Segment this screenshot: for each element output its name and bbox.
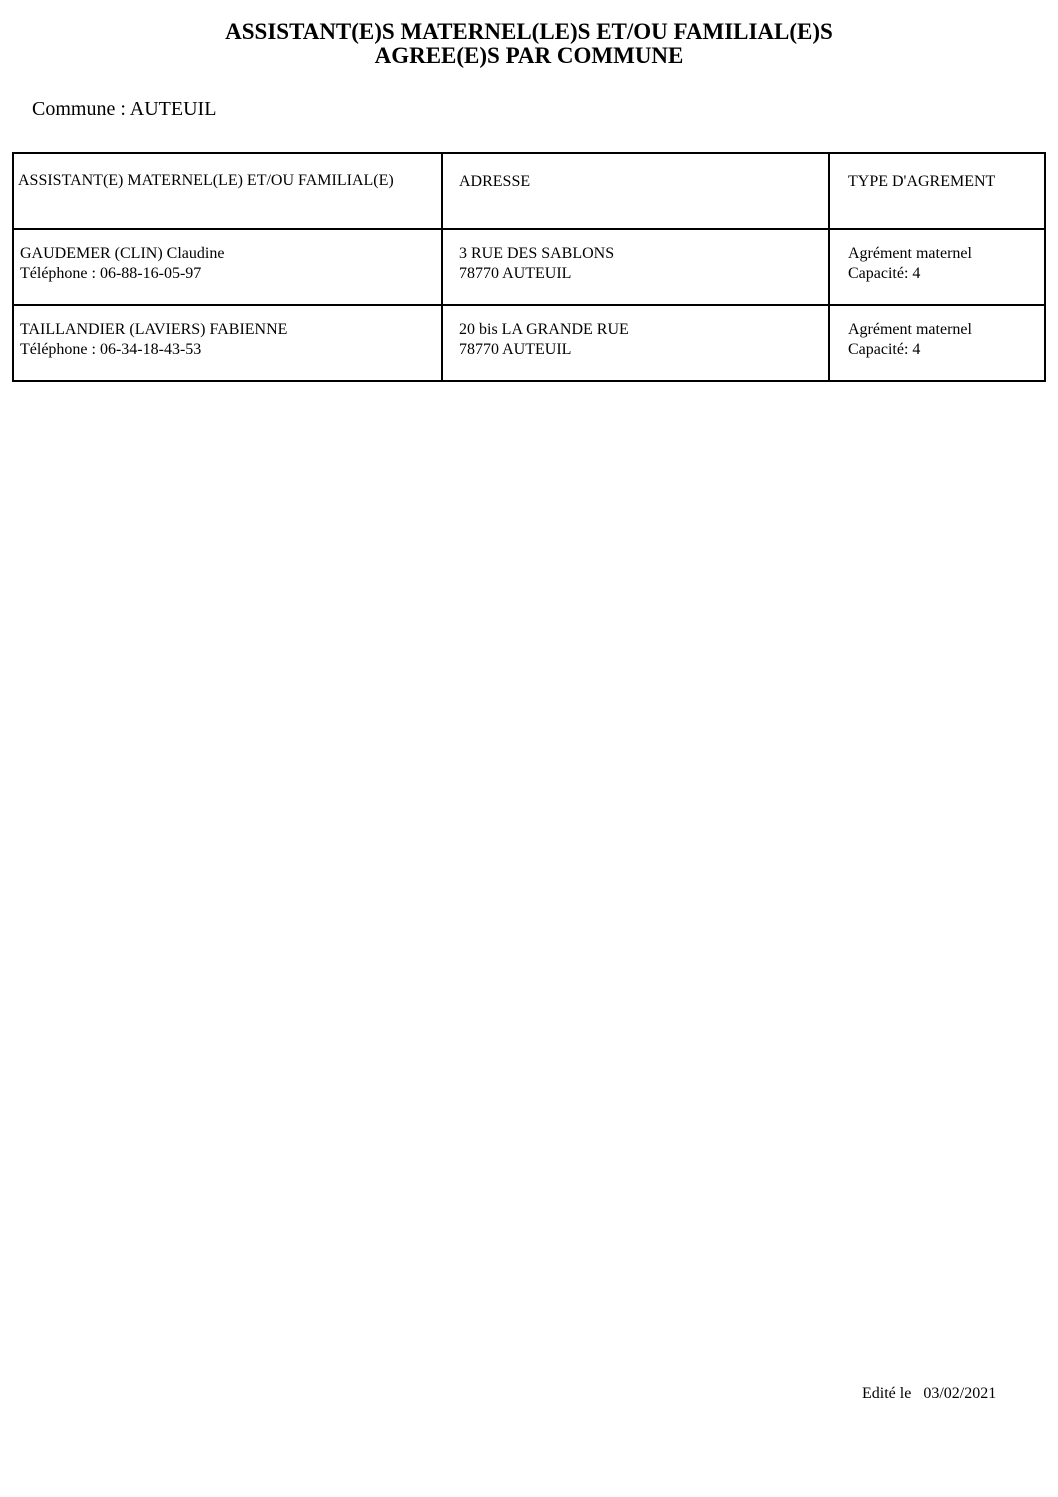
- address-street: 3 RUE DES SABLONS: [459, 245, 615, 262]
- agrement-cell: [829, 305, 1045, 381]
- address-street: 20 bis LA GRANDE RUE: [459, 321, 629, 338]
- header-assistant: ASSISTANT(E) MATERNEL(LE) ET/OU FAMILIAL(E): [13, 153, 442, 229]
- assistant-name: TAILLANDIER (LAVIERS) FABIENNE: [20, 321, 288, 338]
- agrement-cell: [829, 229, 1045, 305]
- assistant-cell: [13, 305, 442, 381]
- title-line-1: ASSISTANT(E)S MATERNEL(LE)S ET/OU FAMILIAL(E)S: [225, 19, 833, 44]
- assistant-phone: Téléphone : 06-34-18-43-53: [20, 341, 202, 358]
- assistant-name: GAUDEMER (CLIN) Claudine: [20, 245, 225, 262]
- assistants-table: [12, 152, 1046, 382]
- agrement-capacity: Capacité: 4: [848, 265, 921, 282]
- agrement-capacity: Capacité: 4: [848, 341, 921, 358]
- assistant-cell: [13, 229, 442, 305]
- agrement-type: Agrément maternel: [848, 321, 972, 338]
- agrement-type: Agrément maternel: [848, 245, 972, 262]
- table-header-row: [13, 153, 1045, 229]
- document-title: [0, 20, 1058, 68]
- address-city: 78770 AUTEUIL: [459, 341, 572, 358]
- header-adresse: ADRESSE: [442, 153, 829, 229]
- assistant-phone: Téléphone : 06-88-16-05-97: [20, 265, 202, 282]
- commune-label: Commune : AUTEUIL: [32, 98, 217, 120]
- edit-date: Edité le 03/02/2021: [862, 1385, 997, 1402]
- address-cell: [442, 305, 829, 381]
- table-row: [13, 305, 1045, 381]
- address-city: 78770 AUTEUIL: [459, 265, 572, 282]
- title-line-2: AGREE(E)S PAR COMMUNE: [374, 43, 684, 68]
- header-type-agrement: TYPE D'AGREMENT: [829, 153, 1045, 229]
- address-cell: [442, 229, 829, 305]
- table-row: [13, 229, 1045, 305]
